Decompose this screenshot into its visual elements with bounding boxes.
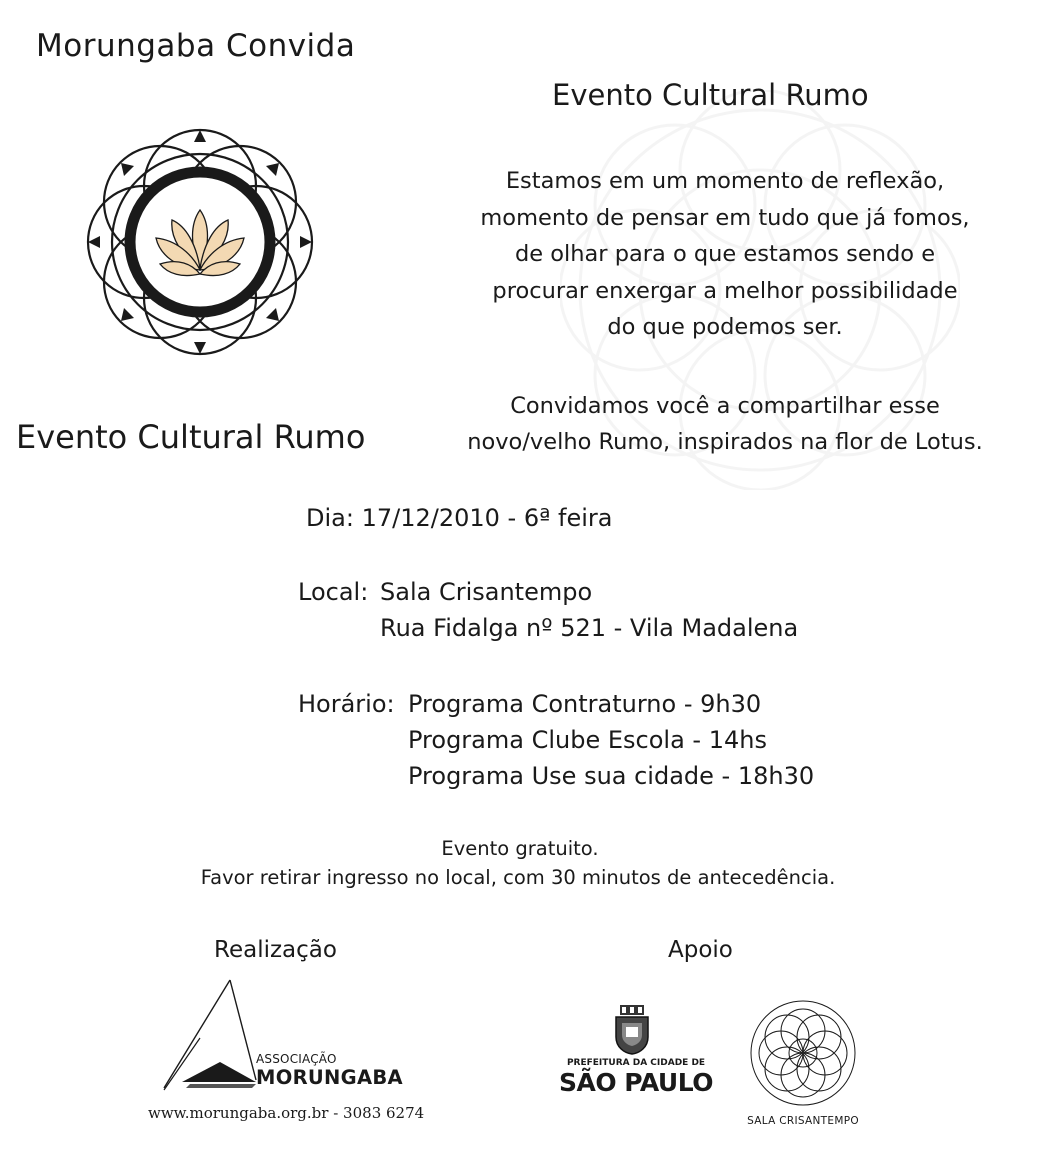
sao-paulo-name: SÃO PAULO: [558, 1068, 713, 1097]
sao-paulo-crest-icon: [612, 1003, 652, 1055]
sala-crisantempo-name: SALA CRISANTEMPO: [747, 1115, 859, 1127]
intro-line: de olhar para o que estamos sendo e: [514, 241, 936, 267]
contact-info: www.morungaba.org.br - 3083 6274: [148, 1104, 425, 1122]
invite-line: Convidamos você a compartilhar esse: [510, 393, 940, 419]
morungaba-triangle-icon: [160, 978, 260, 1098]
realizacao-label: Realização: [214, 937, 337, 963]
hours-label: Horário:: [298, 690, 395, 718]
lotus-mandala-icon: [86, 128, 314, 356]
invite-paragraph: [430, 388, 1020, 460]
hour-item: Programa Contraturno - 9h30: [408, 690, 762, 718]
invite-line: novo/velho Rumo, inspirados na flor de Lotus.: [467, 429, 983, 455]
intro-line: momento de pensar em tudo que já fomos,: [480, 204, 970, 231]
event-title: Evento Cultural Rumo: [552, 78, 869, 112]
intro-line: do que podemos ser.: [607, 314, 843, 340]
header-title: Morungaba Convida: [36, 28, 356, 64]
local-address: Rua Fidalga nº 521 - Vila Madalena: [380, 614, 799, 642]
side-event-title: Evento Cultural Rumo: [16, 418, 366, 456]
apoio-label: Apoio: [668, 937, 733, 963]
intro-paragraph: [440, 163, 1010, 346]
local-venue: Sala Crisantempo: [380, 578, 593, 606]
hour-item: Programa Use sua cidade - 18h30: [408, 762, 815, 790]
crisantempo-flower-icon: [748, 998, 858, 1108]
intro-line: procurar enxergar a melhor possibilidade: [492, 277, 958, 304]
intro-line: Estamos em um momento de reflexão,: [505, 168, 945, 194]
prefeitura-label: PREFEITURA DA CIDADE DE: [566, 1058, 706, 1068]
local-label: Local:: [298, 578, 369, 606]
event-date: Dia: 17/12/2010 - 6ª feira: [306, 504, 613, 532]
ticket-note: Favor retirar ingresso no local, com 30 minutos de antecedência.: [200, 866, 836, 889]
hour-item: Programa Clube Escola - 14hs: [408, 726, 767, 754]
free-event-note: Evento gratuito.: [441, 837, 599, 860]
association-label: ASSOCIAÇÃO: [256, 1052, 337, 1066]
association-name: MORUNGABA: [256, 1066, 403, 1089]
